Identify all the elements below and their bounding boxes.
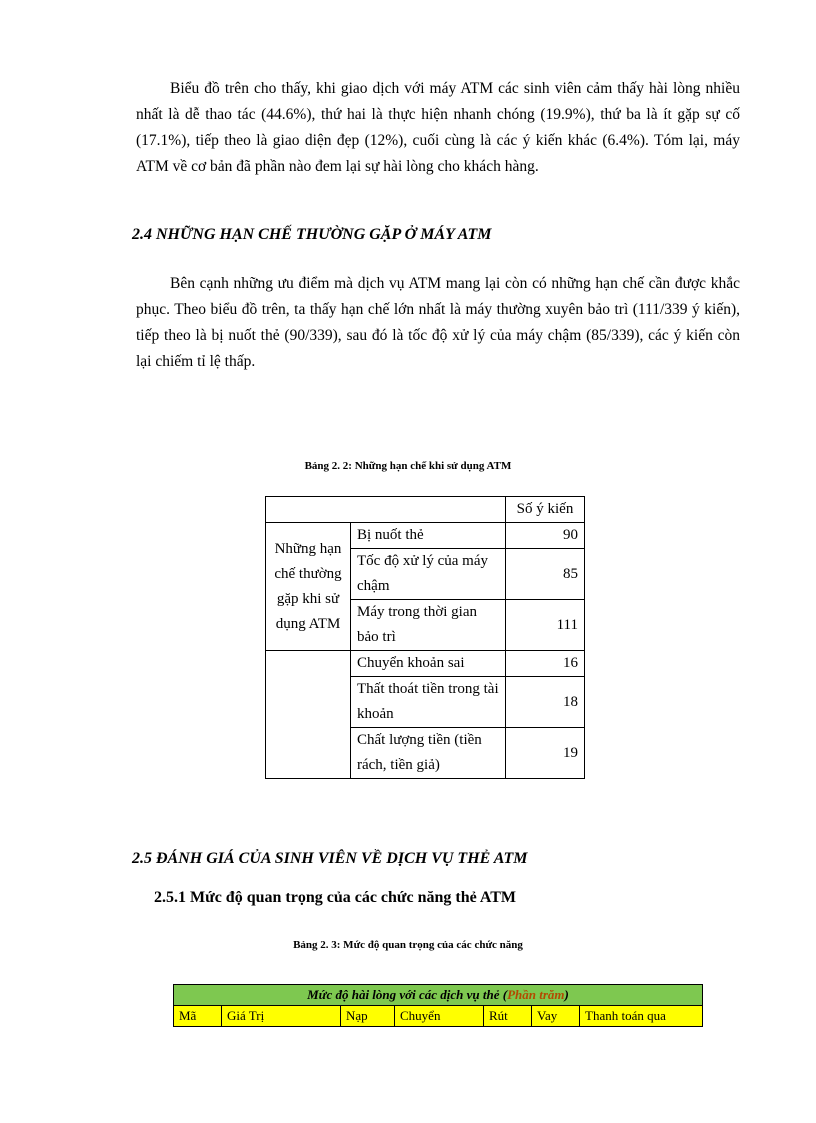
empty-header-cell xyxy=(266,497,506,523)
limitation-value: 16 xyxy=(506,651,585,677)
group-label-cell: Những hạn chế thường gặp khi sử dụng ATM xyxy=(266,523,351,651)
column-header: Vay xyxy=(532,1006,580,1027)
paragraph-limitations: Bên cạnh những ưu điểm mà dịch vụ ATM mang lại còn có những hạn chế cần được khắc phục. Theo biểu đồ trên, ta thấy hạn chế lớn nhất là máy thường xuyên bảo trì (111/339 ý kiến), tiếp theo là bị nuốt thẻ (90/339), sau đó là tốc độ xử lý của máy chậm (85/339), các ý kiến còn lại chiếm tỉ lệ thấp. xyxy=(136,275,740,370)
limitation-item: Thất thoát tiền trong tài khoản xyxy=(351,677,506,728)
limitation-value: 90 xyxy=(506,523,585,549)
limitation-item: Chuyển khoản sai xyxy=(351,651,506,677)
limitation-value: 111 xyxy=(506,600,585,651)
limitation-value: 18 xyxy=(506,677,585,728)
table-caption-2-2: Bảng 2. 2: Những hạn chế khi sử dụng ATM xyxy=(304,460,512,472)
table-title-unit: Phần trăm xyxy=(507,987,565,1002)
table-title-end: ) xyxy=(564,987,569,1002)
table-title-cell xyxy=(174,985,703,1006)
group-label-continuation xyxy=(266,651,351,779)
column-header: Rút xyxy=(484,1006,532,1027)
limitation-value: 85 xyxy=(506,549,585,600)
column-header-opinions: Số ý kiến xyxy=(506,497,585,523)
column-header: Chuyển xyxy=(395,1006,484,1027)
column-header: Nạp xyxy=(341,1006,395,1027)
limitation-item: Máy trong thời gian bảo trì xyxy=(351,600,506,651)
table-header-row xyxy=(266,497,585,523)
limitation-item: Tốc độ xử lý của máy chậm xyxy=(351,549,506,600)
column-header: Thanh toán qua xyxy=(580,1006,703,1027)
limitation-item: Bị nuốt thẻ xyxy=(351,523,506,549)
subsection-heading-2-5-1: 2.5.1 Mức độ quan trọng của các chức năng thẻ ATM xyxy=(154,889,517,906)
column-header: Mã xyxy=(174,1006,222,1027)
table-caption-2-3: Bảng 2. 3: Mức độ quan trọng của các chức năng xyxy=(293,939,523,951)
table-title-row xyxy=(174,985,703,1006)
limitations-table xyxy=(265,496,585,779)
table-title-text: Mức độ hài lòng với các dịch vụ thẻ ( xyxy=(307,987,508,1002)
table-row xyxy=(266,651,585,677)
table-header-row xyxy=(174,1006,703,1027)
limitation-value: 19 xyxy=(506,728,585,779)
satisfaction-table xyxy=(173,984,703,1027)
limitation-item: Chất lượng tiền (tiền rách, tiền giả) xyxy=(351,728,506,779)
table-row xyxy=(266,523,585,549)
section-heading-2-5: 2.5 ĐÁNH GIÁ CỦA SINH VIÊN VỀ DỊCH VỤ THẺ ATM xyxy=(132,850,528,867)
paragraph-satisfaction-summary: Biểu đồ trên cho thấy, khi giao dịch với máy ATM các sinh viên cảm thấy hài lòng nhiều nhất là dễ thao tác (44.6%), thứ hai là thực hiện nhanh chóng (19.9%), thứ ba là ít gặp sự cố (17.1%), tiếp theo là giao diện đẹp (12%), cuối cùng là các ý kiến khác (6.4%). Tóm lại, máy ATM về cơ bản đã phần nào đem lại sự hài lòng cho khách hàng. xyxy=(136,80,740,175)
column-header: Giá Trị xyxy=(222,1006,341,1027)
section-heading-2-4: 2.4 NHỮNG HẠN CHẾ THƯỜNG GẶP Ở MÁY ATM xyxy=(132,226,492,243)
